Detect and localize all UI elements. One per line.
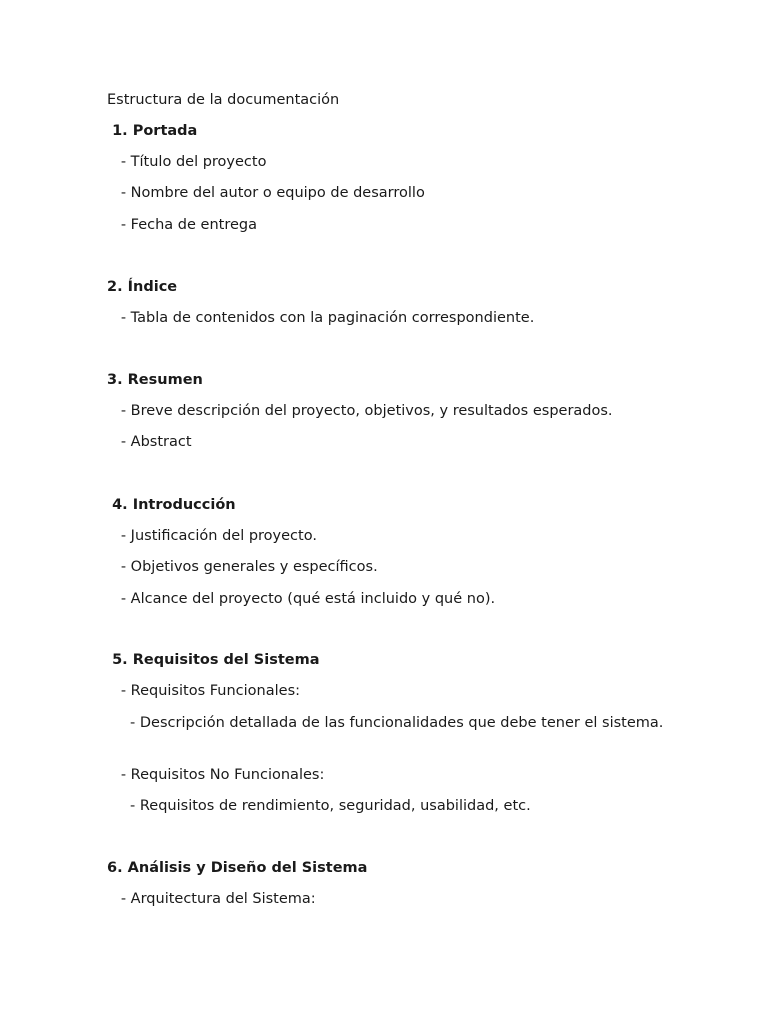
section-heading-requisitos: 5. Requisitos del Sistema (107, 652, 320, 668)
list-item: - Requisitos Funcionales: (107, 683, 301, 699)
section-heading-portada: 1. Portada (107, 123, 198, 139)
list-item: - Título del proyecto (107, 154, 267, 170)
document-title: Estructura de la documentación (107, 92, 340, 108)
list-item: - Arquitectura del Sistema: (107, 891, 316, 907)
list-item: - Tabla de contenidos con la paginación correspondiente. (107, 310, 535, 326)
list-item: - Fecha de entrega (107, 217, 257, 233)
section-heading-resumen: 3. Resumen (107, 372, 203, 388)
list-item: - Requisitos No Funcionales: (107, 767, 325, 783)
list-item-nested: - Descripción detallada de las funcionalidades que debe tener el sistema. (107, 715, 664, 731)
list-item: - Breve descripción del proyecto, objetivos, y resultados esperados. (107, 403, 613, 419)
list-item: - Justificación del proyecto. (107, 528, 317, 544)
list-item: - Objetivos generales y específicos. (107, 559, 378, 575)
section-heading-indice: 2. Índice (107, 279, 178, 295)
section-heading-analisis-diseno: 6. Análisis y Diseño del Sistema (107, 860, 368, 876)
section-heading-introduccion: 4. Introducción (107, 497, 236, 513)
list-item: - Abstract (107, 434, 192, 450)
list-item: - Nombre del autor o equipo de desarrollo (107, 185, 425, 201)
list-item-nested: - Requisitos de rendimiento, seguridad, usabilidad, etc. (107, 798, 531, 814)
list-item: - Alcance del proyecto (qué está incluido y qué no). (107, 591, 496, 607)
